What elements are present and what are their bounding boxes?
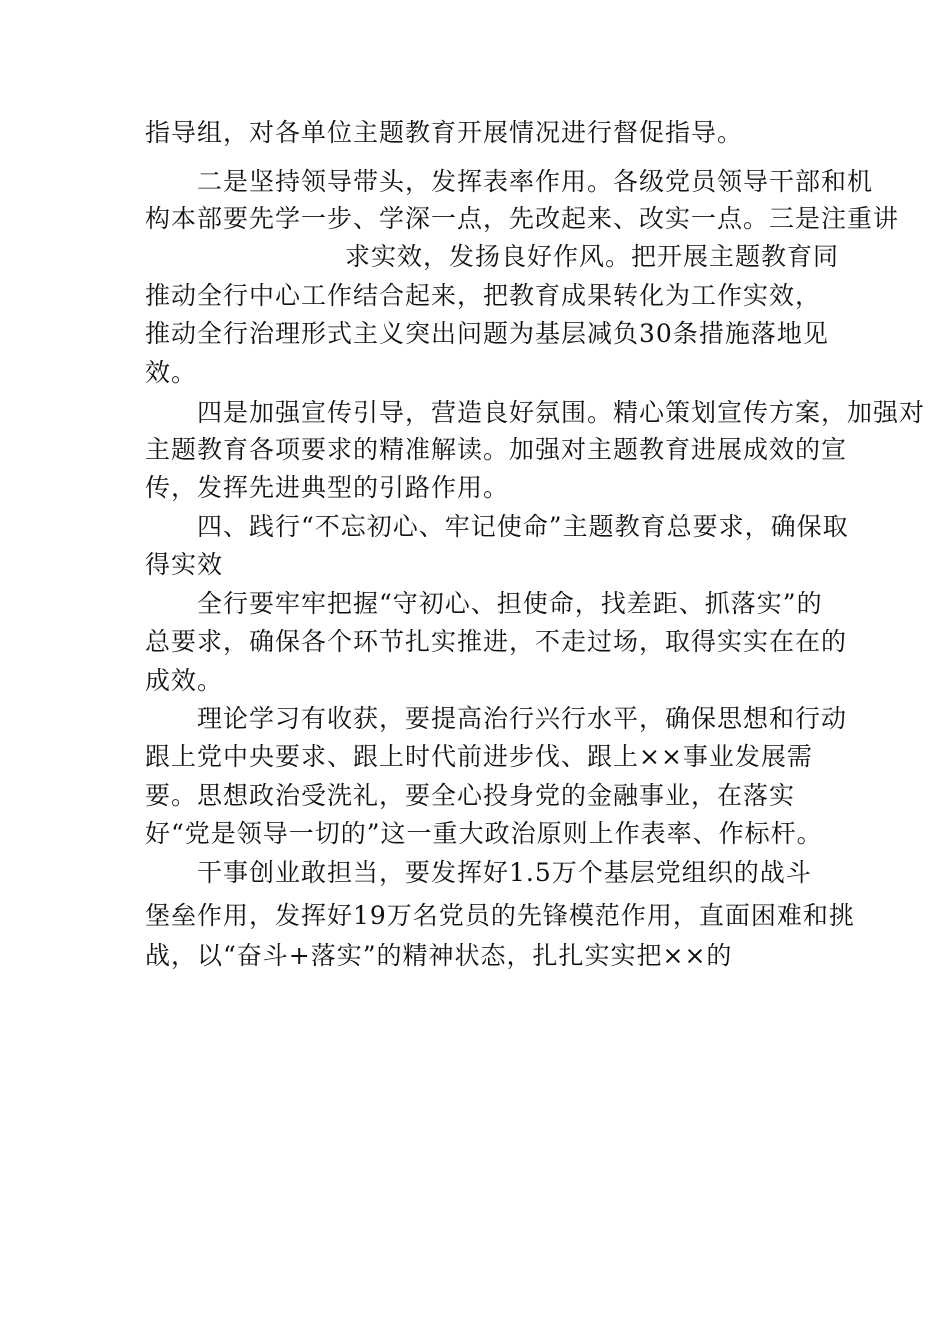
- text-line: 主题教育各项要求的精准解读。加强对主题教育进展成效的宣: [145, 435, 848, 464]
- text-line: 好“党是领导一切的”这一重大政治原则上作表率、作标杆。: [145, 819, 823, 848]
- text-line: 推动全行中心工作结合起来，把教育成果转化为工作实效，: [145, 281, 822, 310]
- text-line: 四是加强宣传引导，营造良好氛围。精心策划宣传方案，加强对: [197, 398, 926, 427]
- text-line: 理论学习有收获，要提高治行兴行水平，确保思想和行动: [197, 704, 848, 733]
- text-line: 跟上党中央要求、跟上时代前进步伐、跟上××事业发展需: [145, 742, 813, 771]
- text-line: 求实效，发扬良好作风。把开展主题教育同: [345, 242, 840, 271]
- text-line: 要。思想政治受洗礼，要全心投身党的金融事业，在落实: [145, 781, 796, 810]
- text-line: 总要求，确保各个环节扎实推进，不走过场，取得实实在在的: [145, 627, 848, 656]
- text-line: 传，发挥先进典型的引路作用。: [145, 473, 510, 502]
- text-line: 堡垒作用，发挥好19万名党员的先锋模范作用，直面困难和挑: [145, 901, 855, 930]
- text-line: 指导组，对各单位主题教育开展情况进行督促指导。: [145, 118, 744, 147]
- text-line: 构本部要先学一步、学深一点，先改起来、改实一点。三是注重讲: [145, 204, 900, 233]
- text-line: 战，以“奋斗+落实”的精神状态，扎扎实实把××的: [145, 941, 733, 970]
- text-line: 成效。: [145, 666, 224, 695]
- text-line: 推动全行治理形式主义突出问题为基层减负30条措施落地见: [145, 319, 829, 348]
- text-line: 效。: [145, 358, 198, 387]
- section-heading: 四、践行“不忘初心、牢记使命”主题教育总要求，确保取: [197, 512, 849, 541]
- text-line: 干事创业敢担当，要发挥好1.5万个基层党组织的战斗: [197, 858, 812, 887]
- text-line: 全行要牢牢把握“守初心、担使命，找差距、抓落实”的: [197, 589, 823, 618]
- section-heading: 得实效: [145, 550, 224, 579]
- text-line: 二是坚持领导带头，发挥表率作用。各级党员领导干部和机: [197, 167, 874, 196]
